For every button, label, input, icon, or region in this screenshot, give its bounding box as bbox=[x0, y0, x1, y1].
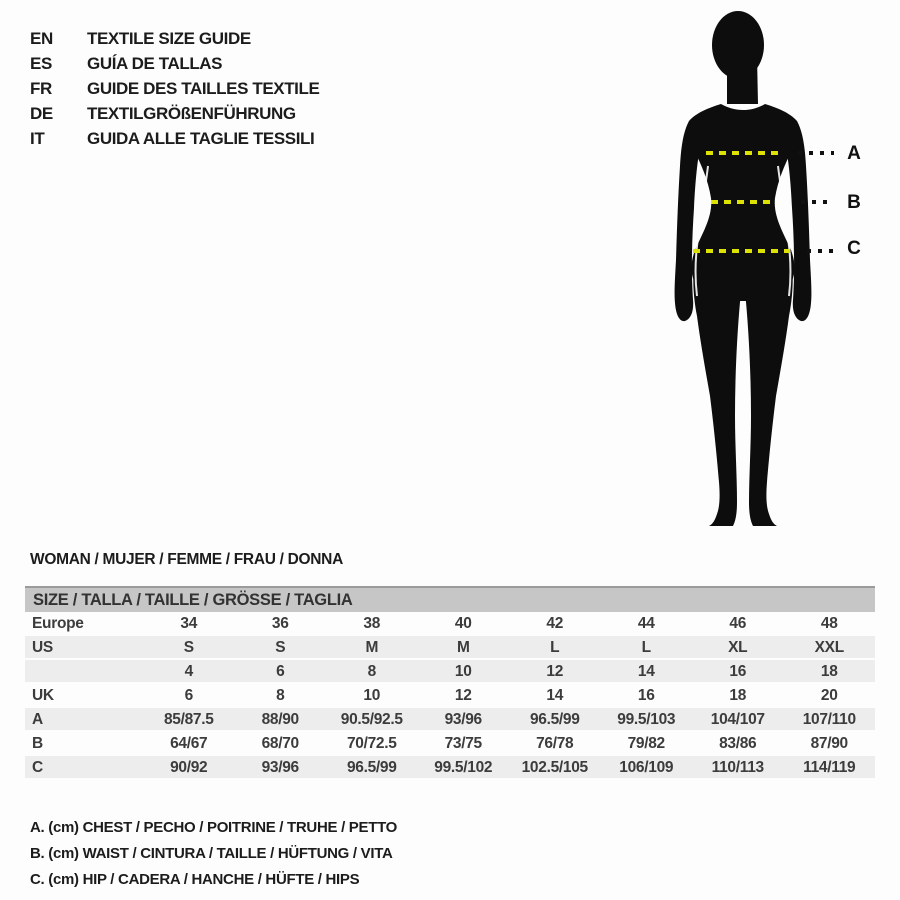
row-label: UK bbox=[32, 687, 54, 704]
table-row bbox=[25, 684, 875, 708]
woman-silhouette-figure bbox=[670, 8, 870, 533]
table-cell: 6 bbox=[276, 663, 285, 680]
table-row bbox=[25, 732, 875, 756]
table-cell: XXL bbox=[814, 639, 844, 656]
table-cell: S bbox=[183, 639, 194, 656]
table-cell: 16 bbox=[729, 663, 747, 680]
table-cell: 107/110 bbox=[802, 711, 856, 728]
language-code: IT bbox=[30, 129, 45, 148]
table-cell: L bbox=[550, 639, 560, 656]
size-table-body bbox=[25, 612, 875, 780]
table-cell: 14 bbox=[546, 687, 564, 704]
measure-legend bbox=[30, 815, 397, 893]
row-label: US bbox=[32, 639, 53, 656]
measure-label-a: A bbox=[847, 143, 861, 164]
table-cell: 93/96 bbox=[444, 711, 482, 728]
table-cell: 8 bbox=[276, 687, 285, 704]
table-cell: S bbox=[275, 639, 286, 656]
table-cell: 96.5/99 bbox=[529, 711, 580, 728]
table-cell: 110/113 bbox=[711, 759, 764, 776]
table-cell: 34 bbox=[180, 615, 198, 632]
language-code: ES bbox=[30, 54, 52, 73]
table-cell: 102.5/105 bbox=[521, 759, 588, 776]
table-cell: 68/70 bbox=[261, 735, 299, 752]
table-cell: 104/107 bbox=[710, 711, 765, 728]
table-cell: 6 bbox=[184, 687, 193, 704]
table-cell: 96.5/99 bbox=[346, 759, 397, 776]
language-code: EN bbox=[30, 29, 53, 48]
measure-label-b: B bbox=[847, 192, 861, 213]
table-cell: 83/86 bbox=[719, 735, 757, 752]
table-cell: 14 bbox=[637, 663, 655, 680]
legend-line: A. (cm) CHEST / PECHO / POITRINE / TRUHE / PETTO bbox=[30, 819, 398, 836]
section-title-woman: WOMAN / MUJER / FEMME / FRAU / DONNA bbox=[30, 551, 343, 568]
table-cell: 42 bbox=[546, 615, 564, 632]
language-list bbox=[30, 26, 319, 151]
row-label: C bbox=[32, 759, 43, 776]
table-cell: 73/75 bbox=[444, 735, 482, 752]
table-cell: 99.5/103 bbox=[617, 711, 676, 728]
table-cell: 90.5/92.5 bbox=[340, 711, 403, 728]
table-cell: 10 bbox=[363, 687, 381, 704]
size-table-header: SIZE / TALLA / TAILLE / GRÖSSE / TAGLIA bbox=[25, 586, 875, 612]
table-cell: 4 bbox=[184, 663, 193, 680]
table-cell: 18 bbox=[820, 663, 838, 680]
table-cell: 87/90 bbox=[810, 735, 848, 752]
table-cell: 40 bbox=[454, 615, 472, 632]
language-title: TEXTILGRÖßENFÜHRUNG bbox=[87, 104, 296, 123]
table-cell: 106/109 bbox=[619, 759, 674, 776]
table-cell: 79/82 bbox=[627, 735, 665, 752]
table-cell: 44 bbox=[637, 615, 655, 632]
table-cell: 76/78 bbox=[536, 735, 574, 752]
row-label: B bbox=[32, 735, 43, 752]
table-cell: 88/90 bbox=[261, 711, 299, 728]
language-row bbox=[30, 51, 319, 76]
table-cell: 46 bbox=[729, 615, 747, 632]
table-cell: 12 bbox=[546, 663, 564, 680]
table-cell: 48 bbox=[820, 615, 838, 632]
language-row bbox=[30, 101, 319, 126]
table-row bbox=[25, 708, 875, 732]
table-cell: 70/72.5 bbox=[346, 735, 397, 752]
language-row bbox=[30, 26, 319, 51]
table-row bbox=[25, 660, 875, 684]
table-cell: 93/96 bbox=[261, 759, 299, 776]
legend-line: B. (cm) WAIST / CINTURA / TAILLE / HÜFTUNG / VITA bbox=[30, 845, 393, 862]
table-cell: 114/119 bbox=[803, 759, 856, 776]
language-code: DE bbox=[30, 104, 53, 123]
table-cell: M bbox=[365, 639, 379, 656]
table-cell: 99.5/102 bbox=[434, 759, 493, 776]
table-cell: L bbox=[641, 639, 651, 656]
table-cell: 64/67 bbox=[170, 735, 208, 752]
size-table bbox=[25, 586, 875, 780]
row-label: A bbox=[32, 711, 43, 728]
table-cell: 8 bbox=[367, 663, 376, 680]
table-cell: 12 bbox=[454, 687, 472, 704]
table-cell: XL bbox=[728, 639, 748, 656]
language-title: GUIDE DES TAILLES TEXTILE bbox=[87, 79, 320, 98]
table-row bbox=[25, 756, 875, 780]
language-row bbox=[30, 126, 319, 151]
table-cell: 10 bbox=[454, 663, 472, 680]
table-cell: M bbox=[456, 639, 470, 656]
table-cell: 90/92 bbox=[170, 759, 208, 776]
row-label: Europe bbox=[32, 615, 84, 632]
language-title: GUÍA DE TALLAS bbox=[87, 54, 223, 73]
measure-label-c: C bbox=[847, 238, 861, 259]
language-code: FR bbox=[30, 79, 52, 98]
table-cell: 36 bbox=[271, 615, 289, 632]
row-label bbox=[25, 660, 143, 684]
table-cell: 20 bbox=[820, 687, 838, 704]
table-cell: 85/87.5 bbox=[163, 711, 214, 728]
language-title: GUIDA ALLE TAGLIE TESSILI bbox=[87, 129, 315, 148]
table-row bbox=[25, 612, 875, 636]
legend-line: C. (cm) HIP / CADERA / HANCHE / HÜFTE / HIPS bbox=[30, 871, 360, 888]
table-cell: 16 bbox=[637, 687, 655, 704]
table-cell: 38 bbox=[363, 615, 381, 632]
language-title: TEXTILE SIZE GUIDE bbox=[87, 29, 251, 48]
table-row bbox=[25, 636, 875, 660]
language-row bbox=[30, 76, 319, 101]
table-cell: 18 bbox=[729, 687, 747, 704]
